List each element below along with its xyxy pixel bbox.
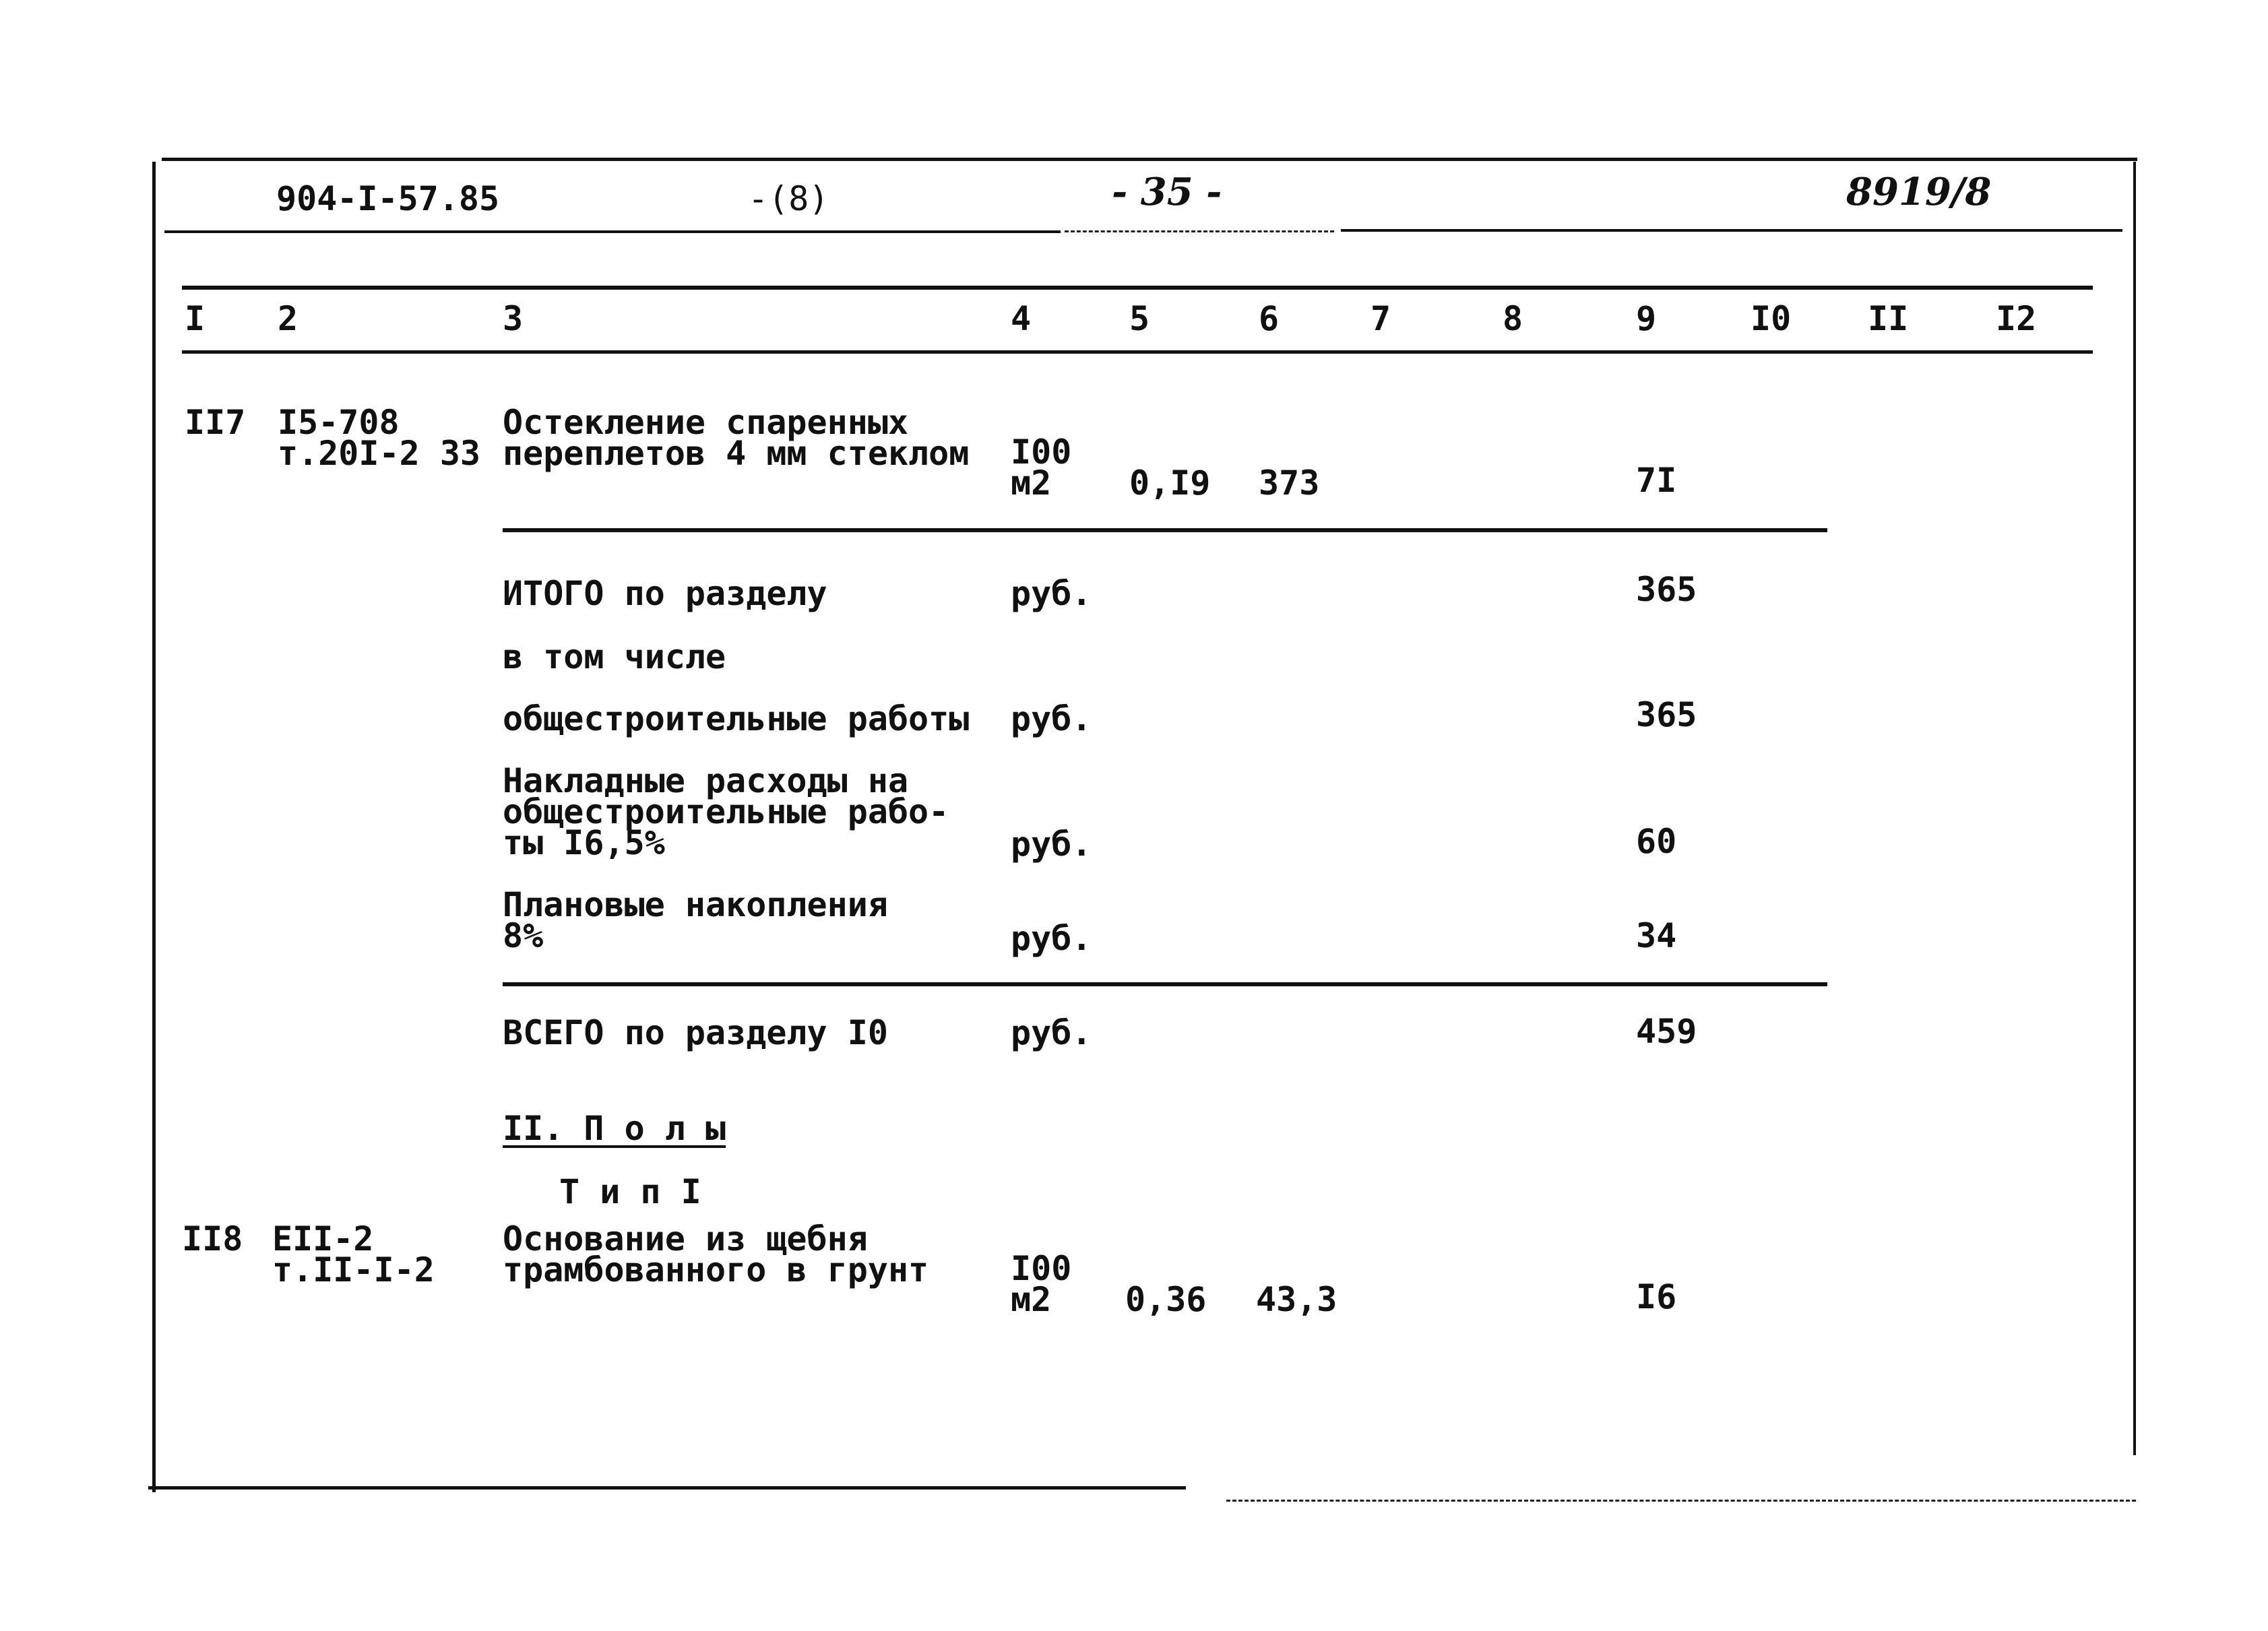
itogo-value: 365 <box>1636 570 1697 609</box>
nakladnye-value: 60 <box>1636 822 1677 861</box>
page-number: - 35 - <box>1112 170 1222 214</box>
row-117-code-1: I5-708 <box>278 403 400 442</box>
col-5: 5 <box>1129 299 1150 338</box>
col-3: 3 <box>503 299 524 338</box>
col-6: 6 <box>1259 299 1280 338</box>
itogo-label: ИТОГО по разделу <box>503 574 827 613</box>
row-117-name-2: переплетов 4 мм стеклом <box>503 434 970 473</box>
section-subtitle: Т и п I <box>559 1172 701 1211</box>
nakladnye-label-1: Накладные расходы на <box>503 761 909 800</box>
row-118-price: 43,3 <box>1256 1280 1337 1319</box>
frame-top <box>162 158 2137 161</box>
table-header-top <box>182 286 2093 290</box>
row-117-unit-1: I00 <box>1011 433 1072 472</box>
album-number: 8919/8 <box>1846 170 1992 214</box>
v-tom-chisle: в том числе <box>503 637 726 676</box>
col-9: 9 <box>1636 299 1657 338</box>
doc-code: 904-I-57.85 <box>276 179 500 218</box>
frame-right <box>2133 162 2136 1455</box>
planovye-unit: руб. <box>1011 919 1092 958</box>
col-10: I0 <box>1751 299 1792 338</box>
row-118-qty: 0,36 <box>1125 1280 1207 1319</box>
frame-left <box>152 162 156 1492</box>
planovye-label-2: 8% <box>503 916 544 955</box>
row-117-number: II7 <box>185 403 246 442</box>
nakladnye-label-3: ты I6,5% <box>503 823 665 862</box>
row-117-qty: 0,I9 <box>1129 463 1211 503</box>
frame-bottom-dashed <box>1226 1500 2136 1502</box>
col-2: 2 <box>278 299 298 338</box>
row-118-code-1: EII-2 <box>272 1219 374 1258</box>
row-117-separator <box>503 528 1827 532</box>
table-header-bottom <box>182 350 2093 354</box>
header-rule-dashed <box>1065 230 1334 232</box>
row-117-total: 7I <box>1636 461 1677 500</box>
part-number: -(8) <box>748 179 829 218</box>
col-1: I <box>185 299 206 338</box>
planovye-value: 34 <box>1636 916 1677 955</box>
obshchestroi-value: 365 <box>1636 695 1697 734</box>
vsego-value: 459 <box>1636 1012 1697 1051</box>
obshchestroi-label: общестроительные работы <box>503 699 970 738</box>
vsego-label: ВСЕГО по разделу I0 <box>503 1013 888 1052</box>
col-12: I2 <box>1996 299 2037 338</box>
col-11: II <box>1868 299 1909 338</box>
nakladnye-unit: руб. <box>1011 825 1092 864</box>
col-8: 8 <box>1503 299 1523 338</box>
row-118-unit-2: м2 <box>1011 1280 1052 1319</box>
col-4: 4 <box>1011 299 1032 338</box>
frame-bottom <box>148 1486 1186 1490</box>
header-rule <box>164 230 1061 233</box>
header-rule-right <box>1341 229 2122 232</box>
row-117-code-2: т.20I-2 33 <box>278 434 481 473</box>
row-118-unit-1: I00 <box>1011 1249 1072 1288</box>
vsego-unit: руб. <box>1011 1013 1092 1052</box>
row-117-price: 373 <box>1259 463 1320 503</box>
nakladnye-label-2: общестроительные рабо- <box>503 792 949 831</box>
section-title: II. П о л ы <box>503 1109 726 1148</box>
row-118-name-2: трамбованного в грунт <box>503 1250 929 1289</box>
row-118-code-2: т.II-I-2 <box>272 1250 435 1289</box>
row-118-total: I6 <box>1636 1277 1677 1316</box>
obshchestroi-unit: руб. <box>1011 699 1092 738</box>
row-117-name-1: Остекление спаренных <box>503 403 909 442</box>
row-118-name-1: Основание из щебня <box>503 1219 868 1258</box>
col-7: 7 <box>1371 299 1391 338</box>
row-118-number: II8 <box>182 1219 243 1258</box>
itogo-unit: руб. <box>1011 574 1092 613</box>
planovye-label-1: Плановые накопления <box>503 885 888 924</box>
summary-separator <box>503 982 1827 986</box>
row-117-unit-2: м2 <box>1011 463 1052 503</box>
